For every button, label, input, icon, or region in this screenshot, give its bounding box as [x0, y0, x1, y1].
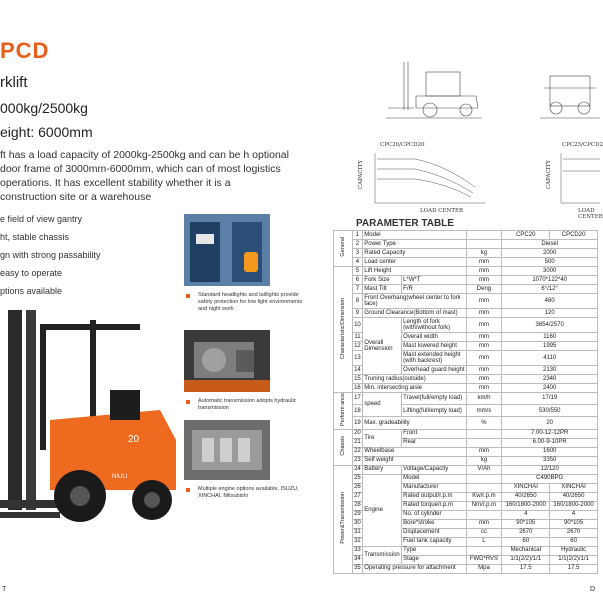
table-row: Chassis 20 Tire Front 7.00-12-12PR — [334, 429, 598, 438]
transmission-graphic — [184, 330, 270, 392]
table-row: 35 Operating pressure for attachment Mpa 17.5 17.5 — [334, 564, 598, 573]
table-row: 9 Ground Clearance(Bottom of mast) mm 120 — [334, 309, 598, 318]
chart-right-ylabel: CAPACITY — [546, 160, 552, 190]
footer-right: D — [590, 586, 596, 593]
table-row: 3 Rated Capacity kg 2000 — [334, 249, 598, 258]
group-performance: Perform ance — [334, 393, 353, 430]
table-row: General 1 Model CPC20 CPCD20 — [334, 231, 598, 240]
engine-graphic — [184, 420, 270, 480]
group-chassis: Chassis — [334, 429, 353, 465]
photo-caption: Standard headlights and taillights provide safety protection for low light environments and night work — [198, 292, 303, 312]
table-row: 6 Fork Size L*W*T mm 1070*122*40 — [334, 276, 598, 285]
forklift-illustration — [0, 300, 182, 540]
forklift-brand: NIULI — [112, 474, 128, 480]
caption-bullet — [186, 400, 190, 404]
table-row: 15 Truning radius(outside) mm 2340 — [334, 375, 598, 384]
transmission-label: Transmission — [363, 546, 402, 564]
feature-item: ht, stable chassis — [0, 232, 70, 242]
tire-label: Tire — [363, 429, 402, 447]
model-heading: PCD — [0, 38, 50, 63]
parameter-table — [333, 230, 598, 574]
forklift-number: 20 — [128, 434, 140, 445]
front-view-drawing — [540, 58, 600, 120]
table-row: 29 No. of cylinder 4 4 — [334, 510, 598, 519]
caption-bullet — [186, 294, 190, 298]
feature-item: e field of view gantry — [0, 214, 83, 224]
chart-right-title: CPC25/CPCD2 — [562, 142, 603, 148]
group-general: General — [334, 231, 353, 267]
footer-left: T — [2, 586, 7, 593]
table-row: 7 Mast Tilt F/R Deng 6°/12° — [334, 285, 598, 294]
product-title: rklift — [0, 74, 28, 91]
lift-height-text: eight: 6000mm — [0, 124, 93, 140]
table-row: 26 Manufacturer XINCHAI XINCHAI — [334, 483, 598, 492]
table-row: 31 Displacement cc 2670 2670 — [334, 528, 598, 537]
group-dimension: Characteristic/Dimension — [334, 267, 353, 393]
table-row: 16 Min. intersecting aisle mm 2400 — [334, 384, 598, 393]
table-row: 12 Mast lowered height mm 1995 — [334, 342, 598, 351]
table-row: 2 Power Type Diesel — [334, 240, 598, 249]
capacity-chart-left — [355, 143, 495, 217]
table-row: 18 Lifting(full/empty load) mm/s 530/550 — [334, 405, 598, 417]
table-row: 10 Overall Dimension Length of fork (with/without fork) mm 3654/2570 — [334, 318, 598, 333]
feature-item: easy to operate — [0, 268, 63, 278]
capacity-chart-right — [545, 143, 600, 217]
feature-item: ptions available — [0, 286, 63, 296]
table-row: 13 Mast extended height (with backrest) mm 4110 — [334, 351, 598, 366]
chart-left-ylabel: CAPACITY — [358, 160, 364, 190]
table-row: 11 Overall width mm 1160 — [334, 333, 598, 342]
table-row: Perform ance 17 speed Travel(full/empty load) km/h 17/19 — [334, 393, 598, 405]
headlight-photo — [184, 214, 270, 286]
caption-bullet — [186, 488, 190, 492]
chart-left-xlabel: LOAD CENTER — [420, 208, 464, 214]
side-view-drawing — [386, 58, 486, 120]
chart-left-title: CPC20/CPCD20 — [380, 142, 425, 148]
table-row: 32 Fuel tank capacity L 60 60 — [334, 537, 598, 546]
product-description: ft has a load capacity of 2000kg-2500kg and can be h optional door frame of 3000mm-6000mm, which can of most logistics operations. It has excellent stability whether it is a construction site or a warehouse — [0, 149, 289, 203]
engine-label: Engine — [363, 474, 402, 546]
group-power: Power&Transmission — [334, 465, 353, 573]
table-row: 28 Rated torque/r.p.m Nm/r.p.m 160/1800-2000 160/1800-2000 — [334, 501, 598, 510]
capacity-text: 000kg/2500kg — [0, 100, 88, 116]
headlight-graphic — [184, 214, 270, 286]
overall-dimension-label: Overall Dimension — [363, 318, 402, 375]
photo-caption: Multiple engine options available, ISUZU, XINCHAI, Mitsubishi — [198, 486, 299, 499]
table-row: 22 Wheelbase mm 1600 — [334, 447, 598, 456]
parameter-table-title: PARAMETER TABLE — [356, 218, 454, 229]
table-row: 21 Rear 6.00-9-10PR — [334, 438, 598, 447]
chart-right-xlabel: LOAD CENTER — [578, 208, 603, 220]
table-row: 14 Overhead guard height mm 2130 — [334, 366, 598, 375]
table-row: 25 Engine Model C490BPG — [334, 474, 598, 483]
table-row: 34 Stage FWD*RVS 1/1(2/2)/1/1 1/1(2/2)/1/1 — [334, 555, 598, 564]
speed-label: speed — [363, 393, 402, 417]
table-row: 33 Transmission Type Mechanical Hydraulic — [334, 546, 598, 555]
table-row: Power&Transmission 24 Battery Voltage/Capacity V/Ah 12/120 — [334, 465, 598, 474]
table-row: 19 Max. gradeability % 20 — [334, 417, 598, 429]
engine-photo — [184, 420, 270, 480]
table-row: 30 Bore*stroke mm 90*105 90*105 — [334, 519, 598, 528]
transmission-photo — [184, 330, 270, 392]
feature-item: gn with strong passability — [0, 250, 101, 260]
table-row: 27 Rated output/r.p.m Kw/r.p.m 40/2650 40/2650 — [334, 492, 598, 501]
table-row: Characteristic/Dimension 5 Lift Height mm 3000 — [334, 267, 598, 276]
table-row: 8 Front Overhang(wheel center to fork face) mm 480 — [334, 294, 598, 309]
table-row: 4 Load center mm 500 — [334, 258, 598, 267]
table-row: 23 Self weight kg 3350 — [334, 456, 598, 465]
photo-caption: Automatic transmission adopts hydraulic transmission — [198, 398, 297, 411]
